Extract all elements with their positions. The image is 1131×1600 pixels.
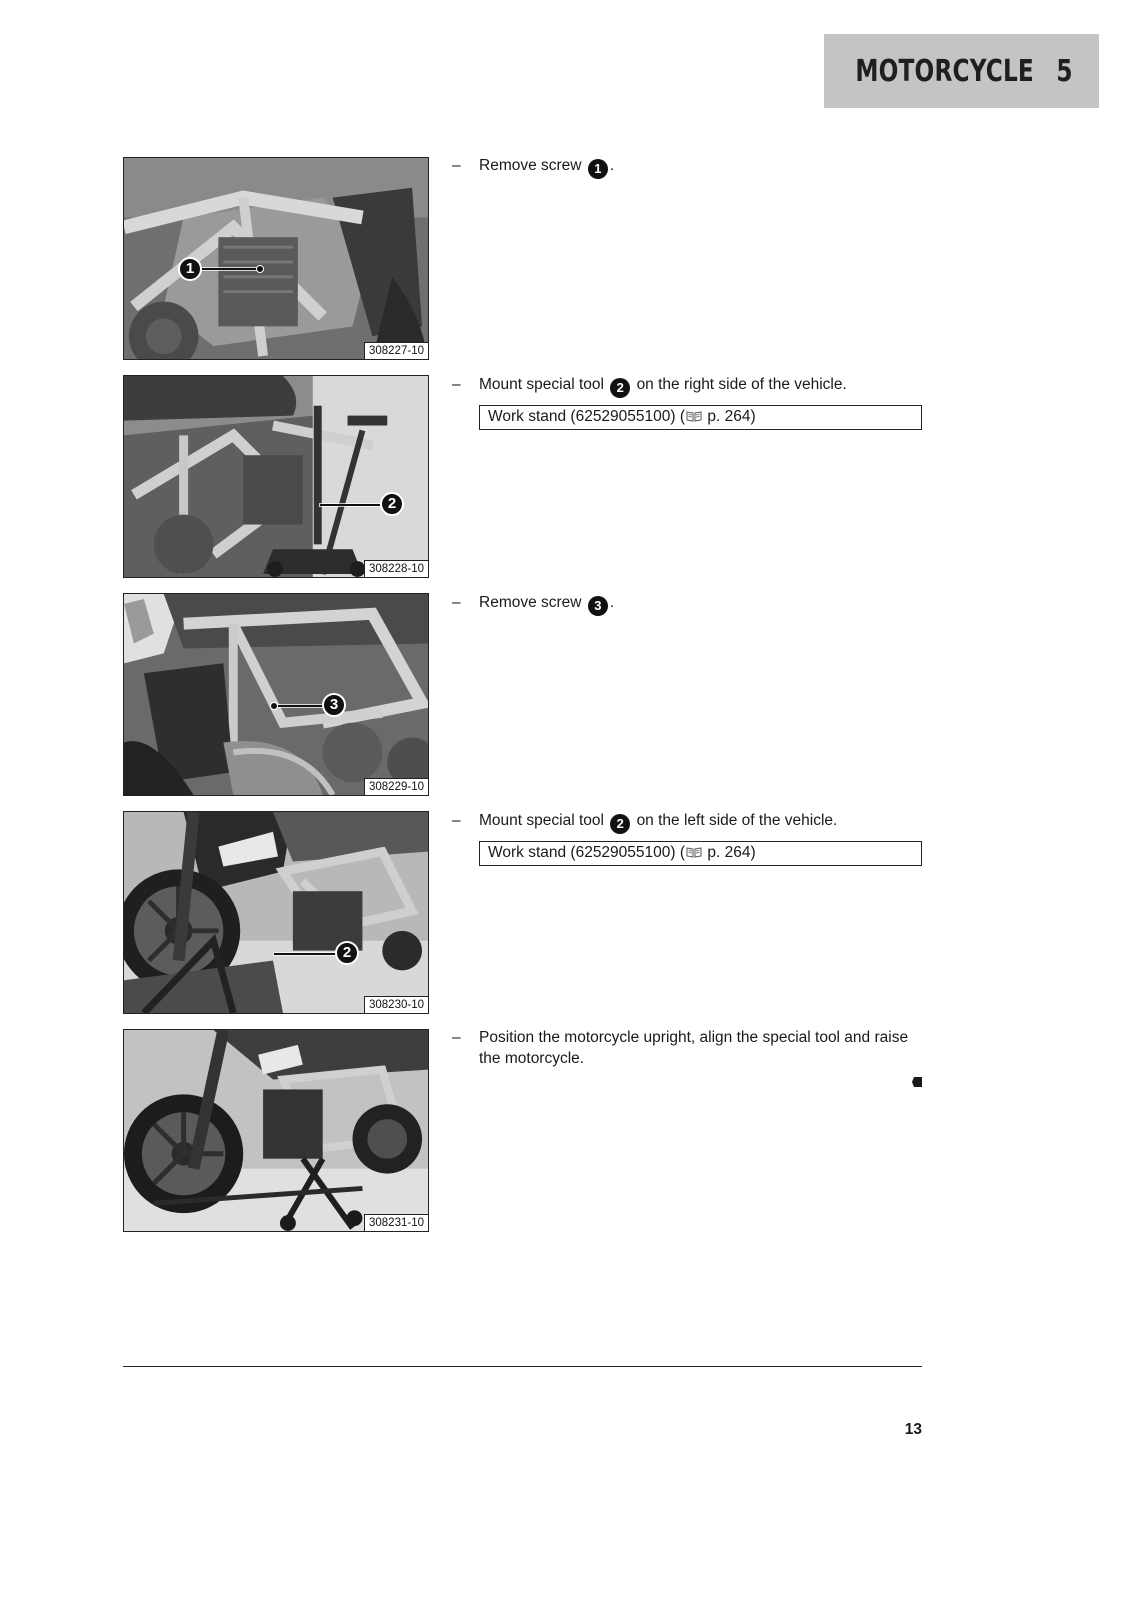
figure-callout-3: 3 bbox=[322, 693, 346, 717]
page-reference-link[interactable]: p. 264) bbox=[707, 844, 756, 861]
step-text-before: Remove screw bbox=[479, 594, 582, 611]
figure-mount-tool-right bbox=[123, 375, 429, 578]
inline-callout-3: 3 bbox=[588, 596, 608, 616]
step-text-before: Remove screw bbox=[479, 157, 582, 174]
step-text-after: on the right side of the vehicle. bbox=[636, 376, 847, 393]
step-remove-screw-3 bbox=[452, 592, 922, 616]
photo-frame-detail bbox=[124, 376, 428, 577]
figure-callout-2: 2 bbox=[380, 492, 404, 516]
chapter-header-tab bbox=[824, 34, 1099, 108]
inline-callout-2: 2 bbox=[610, 378, 630, 398]
tool-name: Work stand (62529055100) ( bbox=[488, 408, 686, 425]
callout-target-dot bbox=[256, 265, 264, 273]
step-text-after: . bbox=[609, 594, 615, 611]
figure-code: 308227-10 bbox=[364, 342, 428, 359]
step-mount-tool-right bbox=[452, 374, 922, 398]
page-reference-link[interactable]: p. 264) bbox=[707, 408, 756, 425]
photo-frame-detail bbox=[124, 158, 428, 359]
figure-raise-motorcycle bbox=[123, 1029, 429, 1232]
step-text-before: Mount special tool bbox=[479, 376, 604, 393]
chapter-title bbox=[856, 54, 1073, 89]
footer-divider bbox=[123, 1366, 922, 1367]
photo-frame-detail bbox=[124, 594, 428, 795]
figure-code: 308230-10 bbox=[364, 996, 428, 1013]
step-bullet: – bbox=[452, 376, 461, 393]
step-mount-tool-left bbox=[452, 810, 922, 834]
step-raise-motorcycle bbox=[452, 1027, 922, 1069]
callout-leader-line bbox=[274, 953, 336, 955]
photo-frame-detail bbox=[124, 812, 428, 1013]
step-bullet: – bbox=[452, 812, 461, 829]
book-icon bbox=[686, 411, 702, 422]
step-text-after: . bbox=[609, 157, 615, 174]
photo-frame-detail bbox=[124, 1030, 428, 1231]
step-instruction: Position the motorcycle upright, align the special tool and raise the motorcycle. bbox=[479, 1029, 909, 1067]
callout-leader-line bbox=[320, 504, 380, 506]
end-triangle-icon bbox=[912, 1077, 922, 1087]
figure-mount-tool-left bbox=[123, 811, 429, 1014]
inline-callout-2: 2 bbox=[610, 814, 630, 834]
special-tool-box-left bbox=[479, 841, 922, 866]
figure-remove-screw-3 bbox=[123, 593, 429, 796]
figure-callout-1: 1 bbox=[178, 257, 202, 281]
step-text-before: Mount special tool bbox=[479, 812, 604, 829]
figure-remove-screw-1 bbox=[123, 157, 429, 360]
section-title: MOTORCYCLE bbox=[855, 53, 1035, 89]
step-instruction bbox=[479, 592, 922, 616]
step-instruction bbox=[479, 374, 922, 398]
figure-code: 308229-10 bbox=[364, 778, 428, 795]
special-tool-box-right bbox=[479, 405, 922, 430]
step-text-after: on the left side of the vehicle. bbox=[636, 812, 838, 829]
tool-name: Work stand (62529055100) ( bbox=[488, 844, 686, 861]
step-instruction bbox=[479, 810, 922, 834]
step-bullet: – bbox=[452, 1029, 461, 1046]
step-remove-screw-1 bbox=[452, 155, 922, 179]
book-icon bbox=[686, 847, 702, 858]
step-bullet: – bbox=[452, 594, 461, 611]
callout-leader-line bbox=[202, 268, 260, 270]
chapter-number: 5 bbox=[1056, 53, 1073, 89]
figure-code: 308228-10 bbox=[364, 560, 428, 577]
inline-callout-1: 1 bbox=[588, 159, 608, 179]
step-bullet: – bbox=[452, 157, 461, 174]
callout-target-dot bbox=[270, 702, 278, 710]
figure-callout-2-left: 2 bbox=[335, 941, 359, 965]
step-instruction bbox=[479, 155, 922, 179]
figure-code: 308231-10 bbox=[364, 1214, 428, 1231]
page-number: 13 bbox=[904, 1421, 922, 1438]
callout-leader-line bbox=[274, 705, 324, 707]
